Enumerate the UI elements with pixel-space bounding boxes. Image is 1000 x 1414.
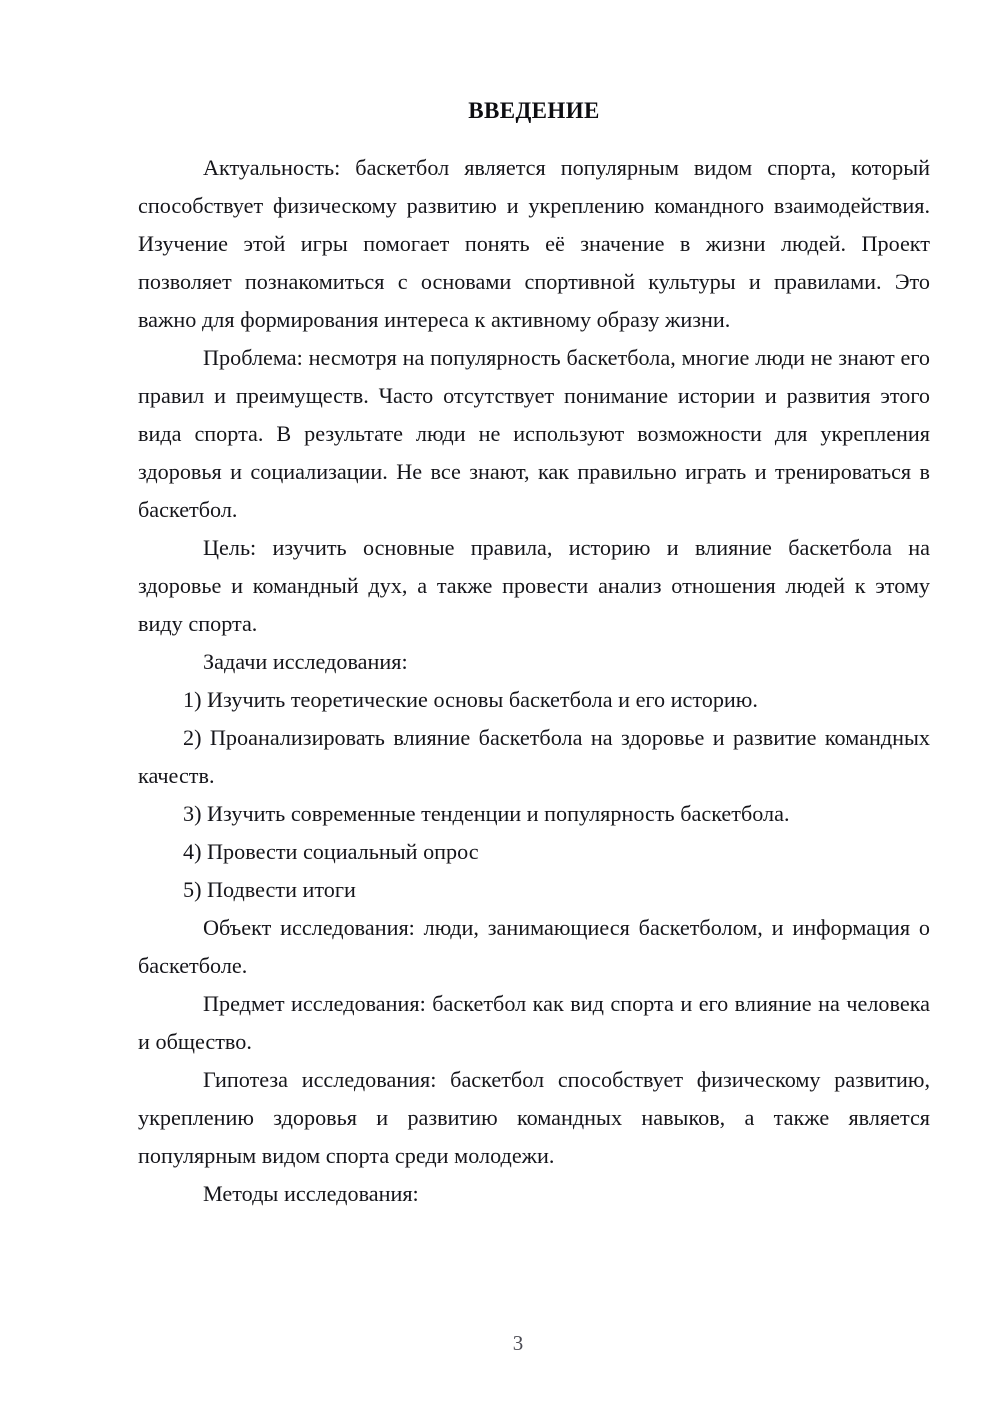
paragraph-relevance: Актуальность: баскетбол является популярным видом спорта, который способствует физическому развитию и укреплению командного взаимодействия. Изучение этой игры помогает понять её значение в жизни людей. Проект позволяет познакомиться с основами спортивной культуры и правилами. Это важно для формирования интереса к активному образу жизни. [138, 155, 930, 332]
task-item-2: 2) Проанализировать влияние баскетбола на здоровье и развитие командных качеств. [138, 725, 930, 788]
paragraph-hypothesis: Гипотеза исследования: баскетбол способствует физическому развитию, укреплению здоровья и развитию командных навыков, а также является популярным видом спорта среди молодежи. [138, 1067, 930, 1168]
document-body [138, 149, 930, 1213]
task-item-3: 3) Изучить современные тенденции и популярность баскетбола. [183, 801, 790, 826]
task-item-4: 4) Провести социальный опрос [183, 839, 479, 864]
heading-methods: Методы исследования: [203, 1181, 419, 1206]
paragraph-object: Объект исследования: люди, занимающиеся баскетболом, и информация о баскетболе. [138, 915, 930, 978]
task-item-1: 1) Изучить теоретические основы баскетбола и его историю. [183, 687, 758, 712]
paragraph-goal: Цель: изучить основные правила, историю и влияние баскетбола на здоровье и командный дух, а также провести анализ отношения людей к этому виду спорта. [138, 535, 930, 636]
task-item-5: 5) Подвести итоги [183, 877, 356, 902]
paragraph-subject: Предмет исследования: баскетбол как вид спорта и его влияние на человека и общество. [138, 991, 930, 1054]
page-content [138, 0, 930, 1213]
page-number: 3 [512, 1331, 524, 1355]
page-title: ВВЕДЕНИЕ [468, 98, 600, 123]
heading-tasks: Задачи исследования: [203, 649, 408, 674]
paragraph-problem: Проблема: несмотря на популярность баскетбола, многие люди не знают его правил и преимуществ. Часто отсутствует понимание истории и развития этого вида спорта. В результате люди не используют возможности для укрепления здоровья и социализации. Не все знают, как правильно играть и тренироваться в баскетбол. [138, 345, 930, 522]
